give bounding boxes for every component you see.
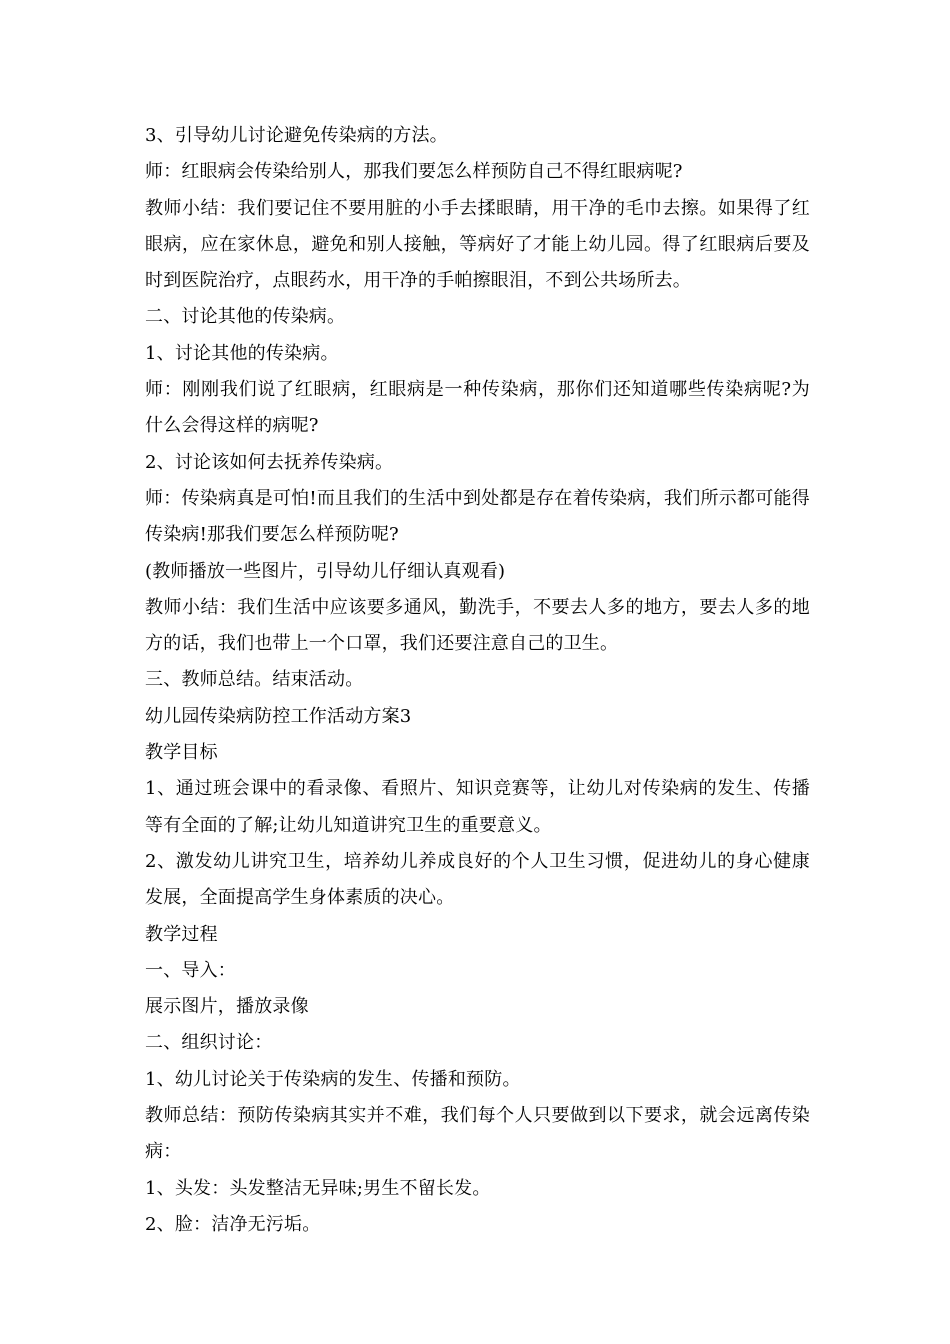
paragraph: 展示图片，播放录像 — [145, 996, 309, 1018]
paragraph: 2、讨论该如何去抚养传染病。 — [145, 451, 394, 473]
section-heading: 二、讨论其他的传染病。 — [145, 306, 346, 328]
paragraph: 教师小结：我们生活中应该要多通风，勤洗手，不要去人多的地方，要去人多的地方的话，我们也带上一个口罩，我们还要注意自己的卫生。 — [145, 596, 810, 655]
paragraph: 教师总结：预防传染病其实并不难，我们每个人只要做到以下要求，就会远离传染病： — [145, 1105, 810, 1163]
paragraph: 2、脸：洁净无污垢。 — [145, 1213, 321, 1235]
paragraph: 3、引导幼儿讨论避免传染病的方法。 — [145, 125, 448, 146]
paragraph: 师：红眼病会传染给别人，那我们要怎么样预防自己不得红眼病呢? — [145, 161, 683, 183]
paragraph: 2、激发幼儿讲究卫生，培养幼儿养成良好的个人卫生习惯，促进幼儿的身心健康发展，全面提高学生身体素质的决心。 — [145, 850, 810, 909]
document-body — [145, 118, 810, 1243]
document-title: 幼儿园传染病防控工作活动方案3 — [145, 705, 412, 727]
paragraph: (教师播放一些图片，引导幼儿仔细认真观看) — [145, 560, 506, 582]
section-heading: 三、教师总结。结束活动。 — [145, 669, 364, 691]
paragraph: 1、幼儿讨论关于传染病的发生、传播和预防。 — [145, 1068, 521, 1090]
paragraph: 1、通过班会课中的看录像、看照片、知识竞赛等，让幼儿对传染病的发生、传播等有全面的了解;让幼儿知道讲究卫生的重要意义。 — [145, 778, 810, 836]
paragraph: 师：刚刚我们说了红眼病，红眼病是一种传染病，那你们还知道哪些传染病呢?为什么会得这样的病呢? — [145, 379, 810, 437]
paragraph: 师：传染病真是可怕!而且我们的生活中到处都是存在着传染病，我们所示都可能得传染病!那我们要怎么样预防呢? — [145, 487, 810, 546]
paragraph: 教师小结：我们要记住不要用脏的小手去揉眼睛，用干净的毛巾去擦。如果得了红眼病，应在家休息，避免和别人接触，等病好了才能上幼儿园。得了红眼病后要及时到医院治疗，点眼药水，用干净的手帕擦眼泪，不到公共场所去。 — [145, 197, 810, 292]
section-heading: 教学过程 — [145, 923, 218, 945]
section-heading: 二、组织讨论： — [145, 1032, 273, 1054]
section-heading: 一、导入： — [145, 959, 236, 981]
paragraph: 1、讨论其他的传染病。 — [145, 342, 339, 364]
paragraph: 1、头发：头发整洁无异味;男生不留长发。 — [145, 1177, 491, 1199]
section-heading: 教学目标 — [145, 742, 218, 764]
